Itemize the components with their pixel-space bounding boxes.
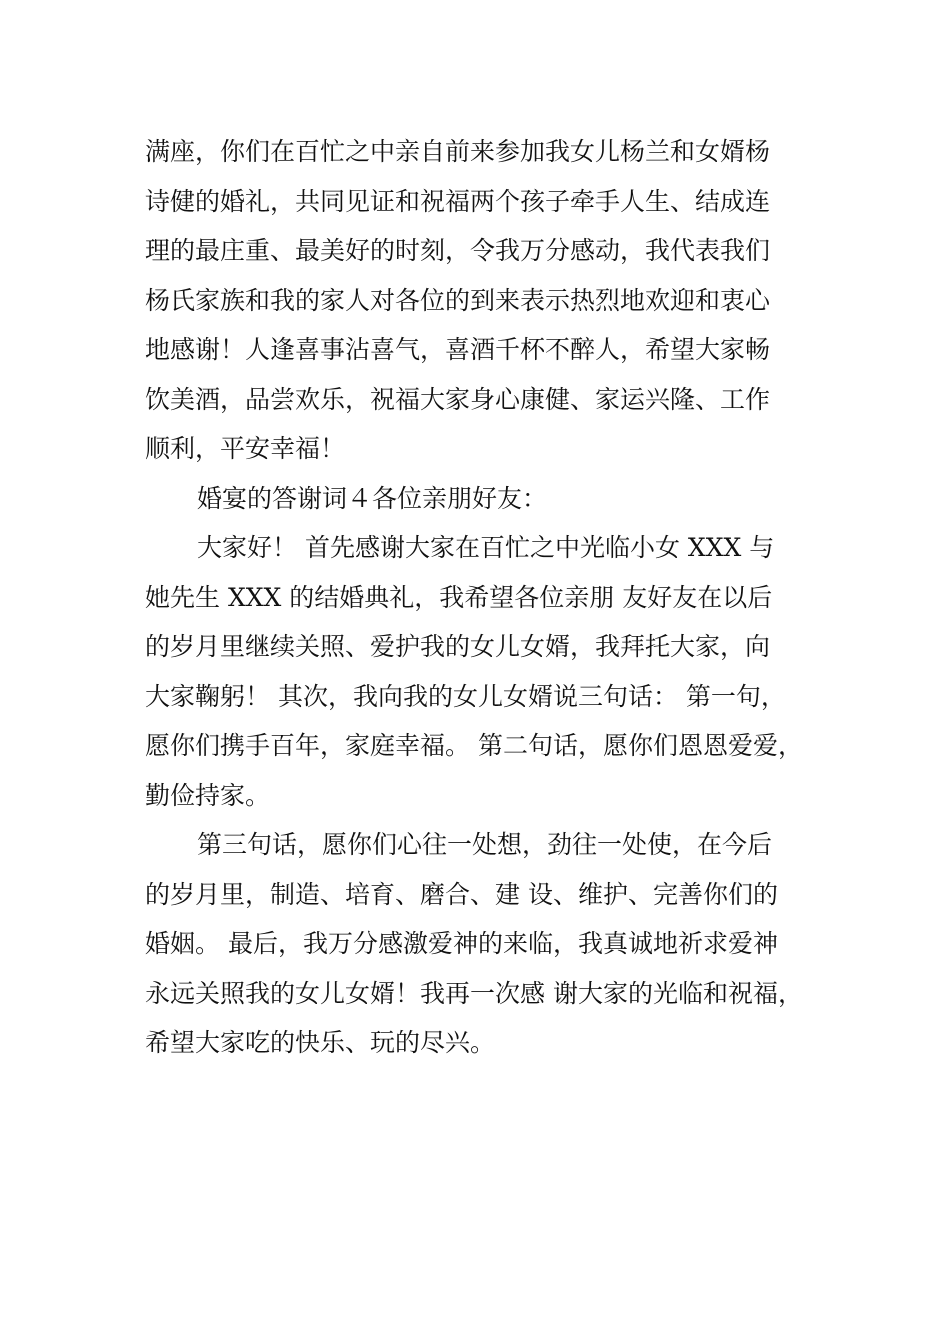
text-line: 顺利，平安幸福！ [145, 434, 346, 463]
text-line: 杨氏家族和我的家人对各位的到来表示热烈地欢迎和衷心 [145, 285, 771, 315]
text-line: 大家鞠躬！ 其次，我向我的女儿女婿说三句话： 第一句， [145, 681, 786, 711]
text-line: 地感谢！人逢喜事沾喜气，喜酒千杯不醉人，希望大家畅 [145, 335, 771, 364]
paragraph-3 [145, 523, 825, 820]
document-body [145, 127, 825, 1068]
text-line: 她先生 XXX 的结婚典礼，我希望各位亲朋 友好友在以后 [145, 582, 773, 612]
text-line: 第三句话，愿你们心往一处想，劲往一处使，在今后 [197, 830, 773, 859]
text-line: 婚宴的答谢词４各位亲朋好友： [197, 483, 548, 513]
text-line: 饮美酒，品尝欢乐，祝福大家身心康健、家运兴隆、工作 [145, 384, 771, 414]
text-line: 希望大家吃的快乐、玩的尽兴。 [145, 1028, 496, 1057]
text-line: 愿你们携手百年，家庭幸福。 第二句话，愿你们恩恩爱爱， [145, 731, 803, 760]
text-line: 理的最庄重、最美好的时刻，令我万分感动，我代表我们 [145, 236, 771, 265]
text-line: 勤俭持家。 [145, 780, 271, 810]
text-line: 的岁月里继续关照、爱护我的女儿女婿，我拜托大家，向 [145, 632, 771, 661]
text-line: 诗健的婚礼，共同见证和祝福两个孩子牵手人生、结成连 [145, 186, 771, 216]
text-line: 大家好！ 首先感谢大家在百忙之中光临小女 XXX 与 [197, 533, 775, 562]
text-line: 的岁月里，制造、培育、磨合、建 设、维护、完善你们的 [145, 879, 778, 909]
paragraph-2 [145, 474, 825, 524]
text-line: 满座，你们在百忙之中亲自前来参加我女儿杨兰和女婿杨 [145, 137, 771, 166]
paragraph-4 [145, 820, 825, 1068]
text-line: 婚姻。 最后，我万分感激爱神的来临，我真诚地祈求爱神 [145, 929, 778, 958]
paragraph-1 [145, 127, 825, 474]
text-line: 永远关照我的女儿女婿！我再一次感 谢大家的光临和祝福， [145, 978, 803, 1008]
